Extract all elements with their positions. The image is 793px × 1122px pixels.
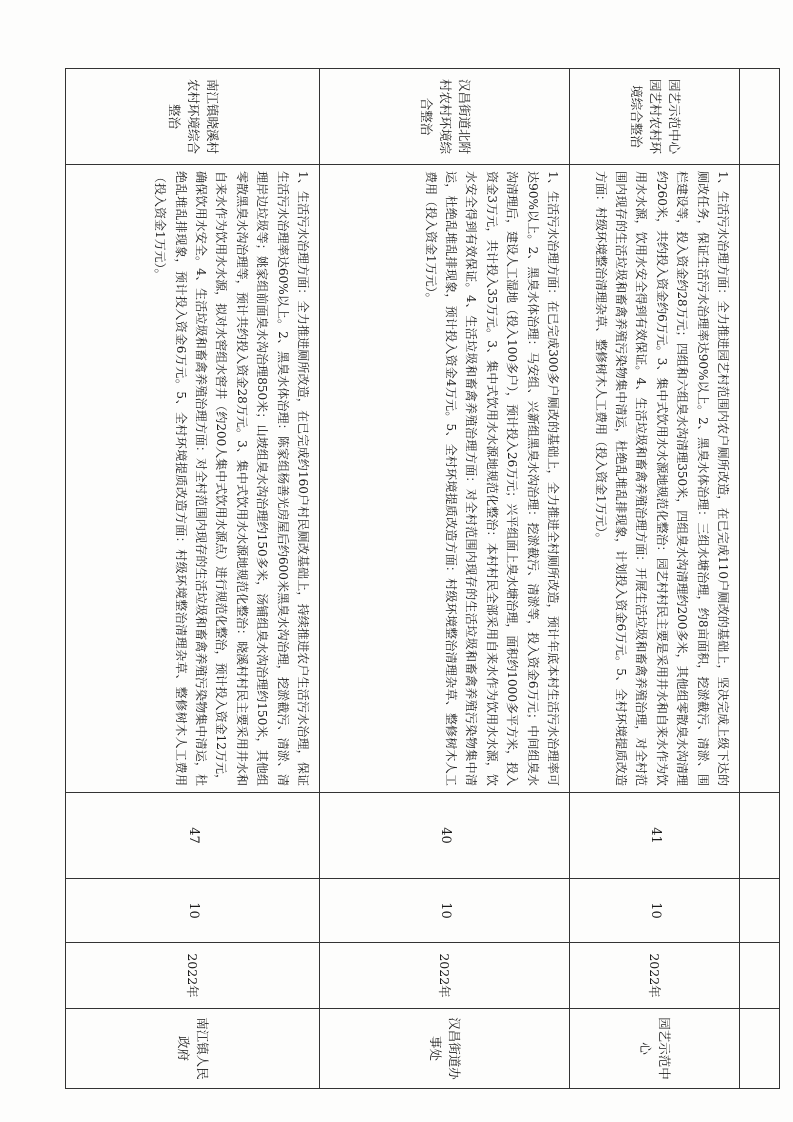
responsible-unit: 汉昌街道办事处	[320, 1009, 570, 1089]
top-cell-empty	[740, 69, 780, 165]
project-year: 2022年	[66, 943, 320, 1009]
project-description: 1、生活污水治理方面：全力推进园艺村范围内农户厕所改造，在已完成110户厕改的基础上，坚决完成上级下达的厕改任务，保证生活污水治理率达90%以上。2、黑臭水体治理：三组水塘治理，约8亩面积，挖淤截污、清淤、围栏建设等，投入资金约28万元；四组和六组臭水沟清理350米，四组臭水沟清理约200多米，其他组零散臭水沟清理约260米，共约投入资金约6万元。3、集中式饮用水水源地规范化整治：园艺村村民主要是采用井水和自来水作为饮用水水源，饮用水安全得到有效保证。4、生活垃圾和畜禽养殖治理方面：开展生活垃圾和畜禽养殖治理，对全村范围内现存的生活垃圾和畜禽养殖污染物集中清运，杜绝乱堆乱排现象，计划投入资金6万元。5、全村环境提质改造方面：村级环境整治清理杂草、整修树木人工费用（投入资金1万元）。	[570, 165, 740, 793]
project-name: 园艺示范中心园艺村农村环境综合整治	[570, 69, 740, 165]
top-cell-empty	[740, 793, 780, 879]
project-description: 1、生活污水治理方面：在已完成300多户厕改的基础上，全力推进全村厕所改造，预计年底本村生活污水治理率可达90%以上。2、黑臭水体治理：马安组、兴新组黑臭水沟治理：挖淤截污、清淤等，投入资金6万元；中间组臭水沟清理后，建设人工湿地（投入100多户），预计投入26万元；兴平组面上臭水塘治理，面积约1000多平方米，投入资金3万元，共计投入35万元。3、集中式饮用水水源地规范化整治：本村村民全部采用自来水作为饮用水水源，饮水安全得到有效保证。4、生活垃圾和畜禽养殖治理方面：对全村范围内现存的生活垃圾和畜禽养殖污染物集中清运，杜绝乱堆乱排现象，预计投入资金4万元。5、全村环境提质改造方面：村级环境整治清理杂草、整修树木人工费用（投入资金1万元）。	[320, 165, 570, 793]
responsible-unit: 园艺示范中心	[570, 1009, 740, 1089]
village-count: 40	[320, 793, 570, 879]
project-name: 汉昌街道北附村农村环境综合整治	[320, 69, 570, 165]
project-year: 2022年	[570, 943, 740, 1009]
project-table	[65, 68, 780, 1089]
top-cell-empty	[740, 879, 780, 943]
village-count: 41	[570, 793, 740, 879]
top-cell-empty	[740, 1009, 780, 1089]
project-year: 2022年	[320, 943, 570, 1009]
project-name: 南江镇晓溪村农村环境综合整治	[66, 69, 320, 165]
population-count: 10	[66, 879, 320, 943]
table-row	[66, 69, 320, 1089]
rotated-table-container	[66, 68, 780, 1088]
table-row	[740, 69, 780, 1089]
table-row	[570, 69, 740, 1089]
top-cell-empty	[740, 165, 780, 793]
population-count: 10	[570, 879, 740, 943]
responsible-unit: 南江镇人民政府	[66, 1009, 320, 1089]
population-count: 10	[320, 879, 570, 943]
village-count: 47	[66, 793, 320, 879]
table-row	[320, 69, 570, 1089]
project-description: 1、生活污水治理方面：全力推进厕所改造，在已完成约160户村民厕改基础上，持续推进农户生活污水治理，保证生活污水治理率达60%以上。2、黑臭水体治理：陈家组杨善光房屋后约600米黑臭水沟治理，挖淤截污、清淤、清理岸边垃圾等；姚家组前面臭水沟治理850米；山坡组臭水沟治理约150多米，汤铺组臭水沟治理约150米，其他组零散黑臭水沟治理等，预计共约投入资金28万元。3、集中式饮用水水源地规范化整治：晓溪村村民主要采用井水和自来水作为饮用水水源，拟对水窖组水窖井（约200人集中式饮用水源点）进行规范化整治，预计投入资金12万元，确保饮用水安全。4、生活垃圾和畜禽养殖治理方面：对全村范围内现存的生活垃圾和畜禽养殖污染物集中清运，杜绝乱堆乱排现象，预计投入资金6万元。5、全村环境提质改造方面：村级环境整治清理杂草、整修树木人工费用（投入资金1万元）。	[66, 165, 320, 793]
top-cell-empty	[740, 943, 780, 1009]
